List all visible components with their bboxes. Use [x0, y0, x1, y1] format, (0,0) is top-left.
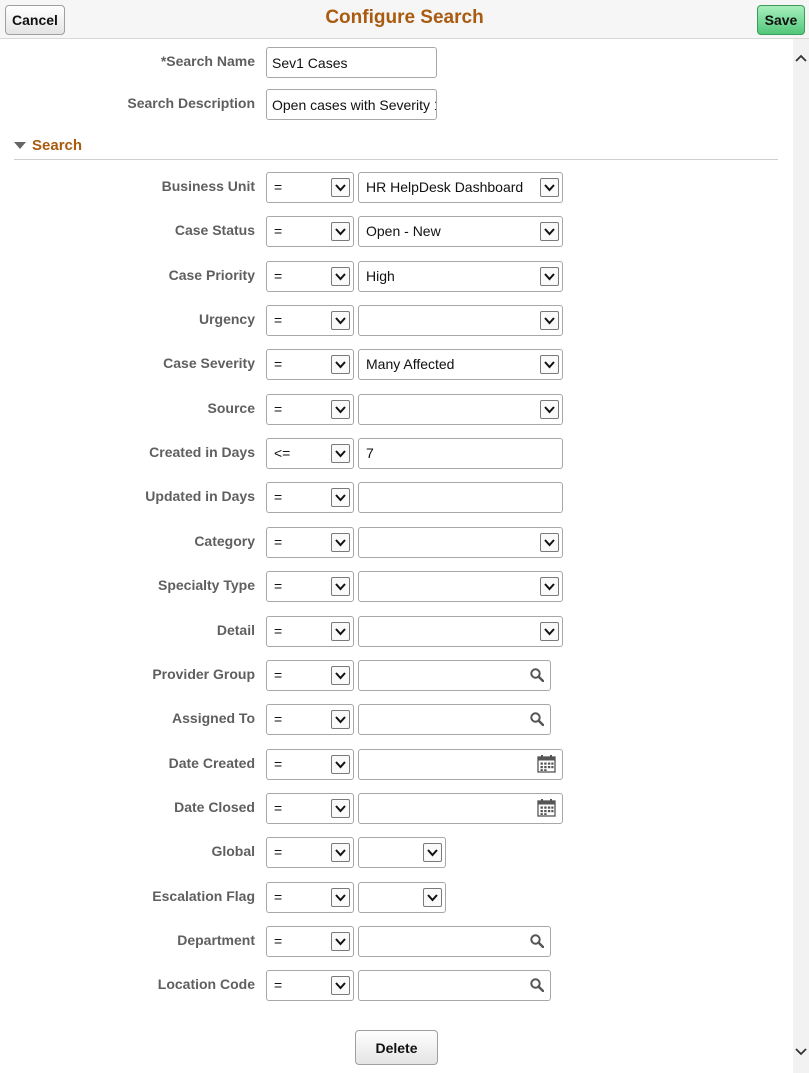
chevron-down-icon[interactable]: [423, 888, 442, 907]
operator-value: =: [274, 844, 283, 860]
chevron-down-icon[interactable]: [331, 799, 350, 818]
chevron-down-icon[interactable]: [331, 843, 350, 862]
urgency-operator-select[interactable]: [266, 305, 354, 336]
collapse-arrow-icon[interactable]: [14, 142, 26, 149]
chevron-down-icon[interactable]: [331, 311, 350, 330]
search-description-label: Search Description: [127, 95, 255, 111]
detail-operator-select[interactable]: [266, 616, 354, 647]
created-in-days-label: Created in Days: [149, 444, 255, 460]
operator-value: =: [274, 401, 283, 417]
chevron-down-icon[interactable]: [331, 622, 350, 641]
calendar-icon[interactable]: [537, 755, 556, 778]
field-value: Many Affected: [366, 356, 455, 372]
escalation-flag-value-select[interactable]: [358, 882, 446, 913]
category-label: Category: [194, 533, 255, 549]
date-closed-operator-select[interactable]: [266, 793, 354, 824]
chevron-down-icon[interactable]: [331, 355, 350, 374]
operator-value: =: [274, 179, 283, 195]
specialty-type-value-select[interactable]: [358, 571, 563, 602]
date-closed-label: Date Closed: [174, 799, 255, 815]
chevron-down-icon[interactable]: [540, 400, 559, 419]
search-name-input[interactable]: [266, 47, 437, 78]
operator-value: =: [274, 667, 283, 683]
operator-value: =: [274, 223, 283, 239]
operator-value: =: [274, 756, 283, 772]
specialty-type-label: Specialty Type: [157, 577, 255, 593]
page-title: Configure Search: [325, 7, 484, 28]
source-label: Source: [207, 400, 255, 416]
updated-in-days-value-input[interactable]: [358, 482, 563, 513]
category-operator-select[interactable]: [266, 527, 354, 558]
save-button[interactable]: Save: [757, 5, 805, 35]
case-priority-operator-select[interactable]: [266, 261, 354, 292]
chevron-down-icon[interactable]: [331, 178, 350, 197]
section-title: Search: [32, 137, 83, 154]
operator-value: <=: [274, 445, 291, 461]
assigned-to-value-input[interactable]: [358, 704, 551, 735]
provider-group-operator-select[interactable]: [266, 660, 354, 691]
delete-button[interactable]: Delete: [355, 1030, 438, 1065]
case-status-label: Case Status: [174, 222, 255, 238]
chevron-down-icon[interactable]: [540, 355, 559, 374]
escalation-flag-label: Escalation Flag: [152, 888, 255, 904]
chevron-down-icon[interactable]: [540, 222, 559, 241]
operator-value: =: [274, 933, 283, 949]
date-created-label: Date Created: [168, 755, 255, 771]
operator-value: =: [274, 489, 283, 505]
global-value-select[interactable]: [358, 837, 446, 868]
chevron-down-icon[interactable]: [331, 267, 350, 286]
provider-group-label: Provider Group: [152, 666, 255, 682]
source-value-select[interactable]: [358, 394, 563, 425]
location-code-label: Location Code: [157, 976, 255, 992]
global-operator-select[interactable]: [266, 837, 354, 868]
case-status-operator-select[interactable]: [266, 216, 354, 247]
business-unit-operator-select[interactable]: [266, 172, 354, 203]
chevron-down-icon[interactable]: [331, 976, 350, 995]
field-value: 7: [366, 445, 374, 461]
search-icon[interactable]: [530, 978, 544, 997]
date-created-operator-select[interactable]: [266, 749, 354, 780]
case-priority-value-select[interactable]: [358, 261, 563, 292]
category-value-select[interactable]: [358, 527, 563, 558]
chevron-down-icon[interactable]: [331, 444, 350, 463]
search-section-header[interactable]: [14, 136, 778, 160]
operator-value: =: [274, 623, 283, 639]
location-code-operator-select[interactable]: [266, 970, 354, 1001]
created-in-days-value-input[interactable]: [358, 438, 563, 469]
case-status-value-select[interactable]: [358, 216, 563, 247]
department-value-input[interactable]: [358, 926, 551, 957]
operator-value: =: [274, 711, 283, 727]
chevron-down-icon[interactable]: [331, 755, 350, 774]
search-icon[interactable]: [530, 934, 544, 953]
business-unit-value-select[interactable]: [358, 172, 563, 203]
case-priority-label: Case Priority: [168, 267, 255, 283]
urgency-label: Urgency: [198, 311, 255, 327]
escalation-flag-operator-select[interactable]: [266, 882, 354, 913]
operator-value: =: [274, 356, 283, 372]
chevron-down-icon[interactable]: [331, 533, 350, 552]
operator-value: =: [274, 800, 283, 816]
operator-value: =: [274, 268, 283, 284]
page-header: [0, 0, 809, 39]
chevron-down-icon[interactable]: [540, 577, 559, 596]
date-closed-date-input[interactable]: [358, 793, 563, 824]
calendar-icon[interactable]: [537, 799, 556, 822]
chevron-down-icon[interactable]: [331, 710, 350, 729]
scroll-up-arrow-icon[interactable]: [793, 51, 809, 65]
operator-value: =: [274, 312, 283, 328]
updated-in-days-label: Updated in Days: [145, 488, 255, 504]
detail-value-select[interactable]: [358, 616, 563, 647]
operator-value: =: [274, 889, 283, 905]
detail-label: Detail: [216, 622, 255, 638]
chevron-down-icon[interactable]: [331, 577, 350, 596]
cancel-button[interactable]: Cancel: [5, 5, 65, 35]
business-unit-label: Business Unit: [161, 178, 255, 194]
chevron-down-icon[interactable]: [331, 222, 350, 241]
case-severity-label: Case Severity: [163, 355, 255, 371]
global-label: Global: [211, 843, 255, 859]
chevron-down-icon[interactable]: [331, 888, 350, 907]
source-operator-select[interactable]: [266, 394, 354, 425]
updated-in-days-operator-select[interactable]: [266, 482, 354, 513]
chevron-down-icon[interactable]: [540, 533, 559, 552]
search-icon[interactable]: [530, 712, 544, 731]
chevron-down-icon[interactable]: [540, 311, 559, 330]
chevron-down-icon[interactable]: [423, 843, 442, 862]
field-value: High: [366, 268, 395, 284]
assigned-to-operator-select[interactable]: [266, 704, 354, 735]
operator-value: =: [274, 534, 283, 550]
content-area: [0, 39, 792, 1073]
department-label: Department: [177, 932, 255, 948]
chevron-down-icon[interactable]: [331, 932, 350, 951]
field-value: HR HelpDesk Dashboard: [366, 179, 524, 195]
chevron-down-icon[interactable]: [331, 400, 350, 419]
specialty-type-operator-select[interactable]: [266, 571, 354, 602]
scroll-down-arrow-icon[interactable]: [793, 1045, 809, 1059]
chevron-down-icon[interactable]: [540, 178, 559, 197]
operator-value: =: [274, 977, 283, 993]
vertical-scrollbar[interactable]: [793, 39, 809, 1073]
chevron-down-icon[interactable]: [331, 488, 350, 507]
chevron-down-icon[interactable]: [331, 666, 350, 685]
search-name-label: *Search Name: [160, 53, 255, 69]
chevron-down-icon[interactable]: [540, 267, 559, 286]
urgency-value-select[interactable]: [358, 305, 563, 336]
operator-value: =: [274, 578, 283, 594]
field-value: Open - New: [366, 223, 441, 239]
search-icon[interactable]: [530, 668, 544, 687]
created-in-days-operator-select[interactable]: [266, 438, 354, 469]
location-code-value-input[interactable]: [358, 970, 551, 1001]
date-created-date-input[interactable]: [358, 749, 563, 780]
case-severity-operator-select[interactable]: [266, 349, 354, 380]
assigned-to-label: Assigned To: [172, 710, 255, 726]
provider-group-value-input[interactable]: [358, 660, 551, 691]
case-severity-value-select[interactable]: [358, 349, 563, 380]
department-operator-select[interactable]: [266, 926, 354, 957]
search-description-input[interactable]: [266, 89, 437, 120]
chevron-down-icon[interactable]: [540, 622, 559, 641]
